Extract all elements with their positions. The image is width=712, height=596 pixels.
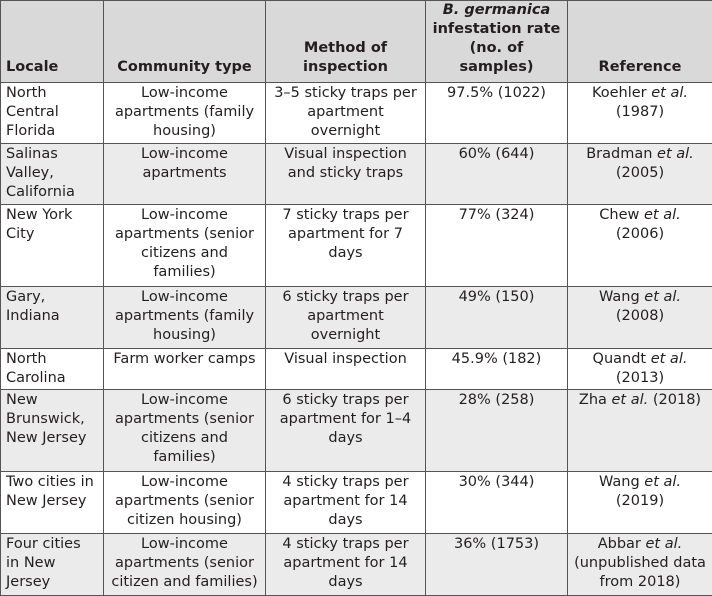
cell-locale: North Carolina bbox=[1, 349, 104, 390]
header-method: Method of inspection bbox=[266, 1, 426, 83]
cell-community-type: Low-income apartments (family housing) bbox=[104, 83, 266, 144]
cell-community-type: Low-income apartments (senior citizen and families) bbox=[104, 534, 266, 596]
ref-author: Koehler bbox=[592, 85, 651, 101]
table-row bbox=[1, 83, 712, 144]
cell-infestation-rate: 49% (150) bbox=[426, 287, 568, 349]
cell-reference bbox=[568, 144, 712, 205]
cell-locale: Two cities in New Jersey bbox=[1, 472, 104, 534]
ref-author: Chew bbox=[599, 207, 644, 223]
cell-community-type: Low-income apartments (senior citizens and families) bbox=[104, 205, 266, 287]
ref-year: (2013) bbox=[616, 370, 664, 386]
cell-infestation-rate: 45.9% (182) bbox=[426, 349, 568, 390]
cell-method: Visual inspection and sticky traps bbox=[266, 144, 426, 205]
ref-year: (2018) bbox=[648, 392, 701, 408]
ref-et-al: et al. bbox=[651, 85, 688, 101]
ref-et-al: et al. bbox=[612, 392, 649, 408]
header-rate-rest: infestation rate (no. of samples) bbox=[433, 21, 561, 75]
cell-community-type: Low-income apartments (family housing) bbox=[104, 287, 266, 349]
ref-et-al: et al. bbox=[644, 207, 681, 223]
ref-author: Wang bbox=[599, 289, 644, 305]
table-row bbox=[1, 472, 712, 534]
header-rate-species: B. germanica bbox=[443, 2, 551, 18]
ref-et-al: et al. bbox=[646, 536, 683, 552]
cell-locale: Salinas Valley, California bbox=[1, 144, 104, 205]
cell-reference bbox=[568, 205, 712, 287]
cell-reference bbox=[568, 534, 712, 596]
cell-locale: New York City bbox=[1, 205, 104, 287]
cell-method: 6 sticky traps per apartment for 1–4 days bbox=[266, 390, 426, 472]
cell-community-type: Low-income apartments (senior citizen housing) bbox=[104, 472, 266, 534]
cell-method: 7 sticky traps per apartment for 7 days bbox=[266, 205, 426, 287]
ref-year: (1987) bbox=[616, 104, 664, 120]
ref-et-al: et al. bbox=[644, 289, 681, 305]
ref-author: Quandt bbox=[593, 351, 651, 367]
ref-year: (2008) bbox=[616, 308, 664, 324]
cell-infestation-rate: 28% (258) bbox=[426, 390, 568, 472]
ref-author: Bradman bbox=[586, 146, 657, 162]
header-row bbox=[1, 1, 712, 83]
header-community-type: Community type bbox=[104, 1, 266, 83]
cell-community-type: Low-income apartments (senior citizens and families) bbox=[104, 390, 266, 472]
table-row bbox=[1, 144, 712, 205]
ref-year: (2019) bbox=[616, 493, 664, 509]
ref-year: (2005) bbox=[616, 165, 664, 181]
table-row bbox=[1, 205, 712, 287]
ref-author: Zha bbox=[579, 392, 612, 408]
cell-method: Visual inspection bbox=[266, 349, 426, 390]
cell-infestation-rate: 30% (344) bbox=[426, 472, 568, 534]
cell-infestation-rate: 60% (644) bbox=[426, 144, 568, 205]
cell-locale: Four cities in New Jersey bbox=[1, 534, 104, 596]
cell-infestation-rate: 77% (324) bbox=[426, 205, 568, 287]
cell-reference bbox=[568, 390, 712, 472]
cell-reference bbox=[568, 349, 712, 390]
cell-locale: North Central Florida bbox=[1, 83, 104, 144]
cell-reference bbox=[568, 287, 712, 349]
table-row bbox=[1, 287, 712, 349]
table-row bbox=[1, 349, 712, 390]
ref-author: Abbar bbox=[598, 536, 646, 552]
cell-locale: Gary, Indiana bbox=[1, 287, 104, 349]
header-infestation-rate bbox=[426, 1, 568, 83]
ref-author: Wang bbox=[599, 474, 644, 490]
header-reference: Reference bbox=[568, 1, 712, 83]
table-row bbox=[1, 534, 712, 596]
ref-et-al: et al. bbox=[651, 351, 688, 367]
cell-community-type: Low-income apartments bbox=[104, 144, 266, 205]
ref-et-al: et al. bbox=[657, 146, 694, 162]
table-row bbox=[1, 390, 712, 472]
cell-reference bbox=[568, 83, 712, 144]
cell-reference bbox=[568, 472, 712, 534]
cell-community-type: Farm worker camps bbox=[104, 349, 266, 390]
cell-infestation-rate: 97.5% (1022) bbox=[426, 83, 568, 144]
ref-year: (unpublished data from 2018) bbox=[574, 555, 706, 590]
cell-method: 4 sticky traps per apartment for 14 days bbox=[266, 534, 426, 596]
cell-method: 3–5 sticky traps per apartment overnight bbox=[266, 83, 426, 144]
cell-method: 6 sticky traps per apartment overnight bbox=[266, 287, 426, 349]
cell-locale: New Brunswick, New Jersey bbox=[1, 390, 104, 472]
ref-et-al: et al. bbox=[644, 474, 681, 490]
cell-infestation-rate: 36% (1753) bbox=[426, 534, 568, 596]
cell-method: 4 sticky traps per apartment for 14 days bbox=[266, 472, 426, 534]
ref-year: (2006) bbox=[616, 226, 664, 242]
header-locale: Locale bbox=[1, 1, 104, 83]
